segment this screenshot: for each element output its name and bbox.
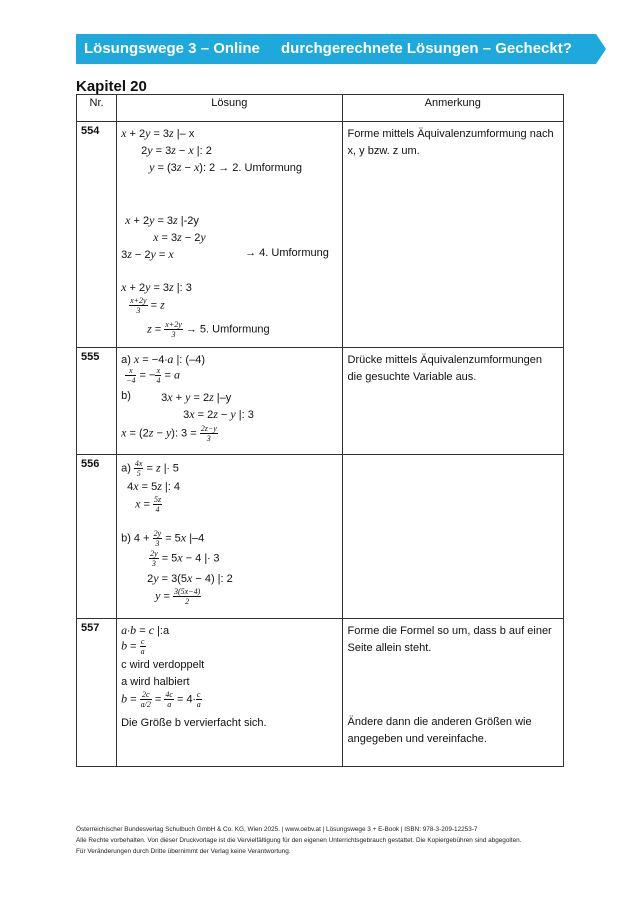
header-title-left: Lösungswege 3 – Online	[84, 40, 260, 57]
row-number: 555	[77, 348, 117, 455]
step-note: |∙ 5	[163, 462, 179, 475]
row-number: 557	[77, 619, 117, 767]
footer-line: Österreichischer Bundesverlag Schulbuch GmbH & Co. KG, Wien 2025. | www.oebv.at | Lösungswege 3 + E-Book | ISBN: 978-3-209-12253-7	[76, 826, 478, 833]
header-banner	[76, 34, 606, 64]
remark-cell	[342, 455, 563, 619]
table-row	[77, 455, 564, 619]
step-note: |: (–4)	[176, 354, 205, 366]
part-label: b) 4 +	[121, 532, 150, 545]
step-note: |:a	[157, 625, 170, 637]
step-note: 5. Umformung	[199, 323, 270, 336]
footer-line: Für Veränderungen durch Dritte übernimmt der Verlag keine Verantwortung.	[76, 848, 291, 855]
chapter-title: Kapitel 20	[76, 78, 147, 95]
remark-text: Forme mittels Äquivalenzumformung nach x, y bzw. z um.	[347, 128, 554, 157]
step-note: c wird verdoppelt	[121, 659, 205, 671]
solution-cell: a) x = −4∙a |: (–4) $\frac{x}{-4}$ = − $\frac{x}{4}$ = a b) 3x + y = 2z |–y 3x = 2z − y |: 3 x = (2z − y): 3 = $\frac{2z-y}{3}$	[117, 348, 342, 455]
column-header-loesung: Lösung	[117, 95, 342, 122]
solutions-table	[76, 94, 564, 767]
step-note: |–y	[216, 392, 232, 404]
column-header-nr: Nr.	[77, 95, 117, 122]
footer-line: Alle Rechte vorbehalten. Von dieser Druckvorlage ist die Vervielfältigung für den eigenen Unterrichtsgebrauch gestattet. Die Kopiergebühren sind abgegolten.	[76, 837, 522, 844]
remark-text: Forme die Formel so um, dass b auf einer Seite allein steht.	[347, 625, 552, 654]
table-row	[77, 122, 564, 348]
step-note: |: 2	[217, 573, 233, 585]
solution-cell: a) $\frac{4x}{5}$ = z |∙ 5 4x = 5z |: 4 x = $\frac{5z}{4}$ b) 4 + $\frac{2y}{3}$ = 5x |–4 $\frac{2y}{3}$ = 5x − 4 |∙ 3 2y = 3(5x − 4) |: 2 y = $\frac{3(5x-4)}{2}$	[117, 455, 342, 619]
step-note: 4. Umformung	[259, 247, 329, 259]
remark-text	[343, 455, 563, 459]
remark-text: Ändere dann die anderen Größen wie angegeben und vereinfache.	[347, 716, 532, 745]
remark-cell	[342, 619, 563, 767]
step-note: |∙ 3	[204, 552, 220, 565]
step-note: |– x	[176, 128, 195, 140]
step-note: Die Größe b vervierfacht sich.	[121, 717, 267, 729]
solution-cell: a∙b = c |:a b = $\frac{c}{a}$ c wird verdoppelt a wird halbiert b = $\frac{2c}{a/2}$ = $\frac{4c}{a}$ = 4∙ $\frac{c}{a}$ Die Größe b vervierfacht sich.	[117, 619, 342, 767]
table-row	[77, 348, 564, 455]
remark-cell	[342, 122, 563, 348]
step-note: |: 4	[164, 481, 181, 493]
row-number: 556	[77, 455, 117, 619]
step-note: |: 2	[196, 145, 212, 157]
step-note: |: 3	[238, 409, 254, 421]
step-note: |: 3	[176, 282, 192, 294]
part-label: a)	[121, 462, 131, 475]
column-header-anmerkung: Anmerkung	[342, 95, 563, 122]
table-header-row	[77, 95, 564, 122]
step-note: |-2y	[180, 215, 199, 227]
table-row	[77, 619, 564, 767]
solution-cell: x + 2y = 3z |– x 2y = 3z − x |: 2 y = (3z − x): 2 → 2. Umformung x + 2y = 3z |-2y x = 3z − 2y 3z − 2y = x → 4. Umformung x + 2y = 3z |: 3 $\frac{x+2y}{3}$ = z z = $\frac{x+2y}{3}$ → 5. Umformung	[117, 122, 342, 348]
remark-text: Drücke mittels Äquivalenzumformungen die gesuchte Variable aus.	[347, 354, 542, 383]
step-note: a wird halbiert	[121, 676, 190, 688]
part-label: b)	[121, 390, 131, 402]
header-title-right: durchgerechnete Lösungen – Gecheckt?	[281, 40, 572, 57]
remark-cell	[342, 348, 563, 455]
row-number: 554	[77, 122, 117, 348]
step-note: |–4	[189, 532, 205, 545]
step-note: 2. Umformung	[232, 162, 302, 174]
footer	[76, 824, 522, 857]
part-label: a)	[121, 354, 131, 366]
